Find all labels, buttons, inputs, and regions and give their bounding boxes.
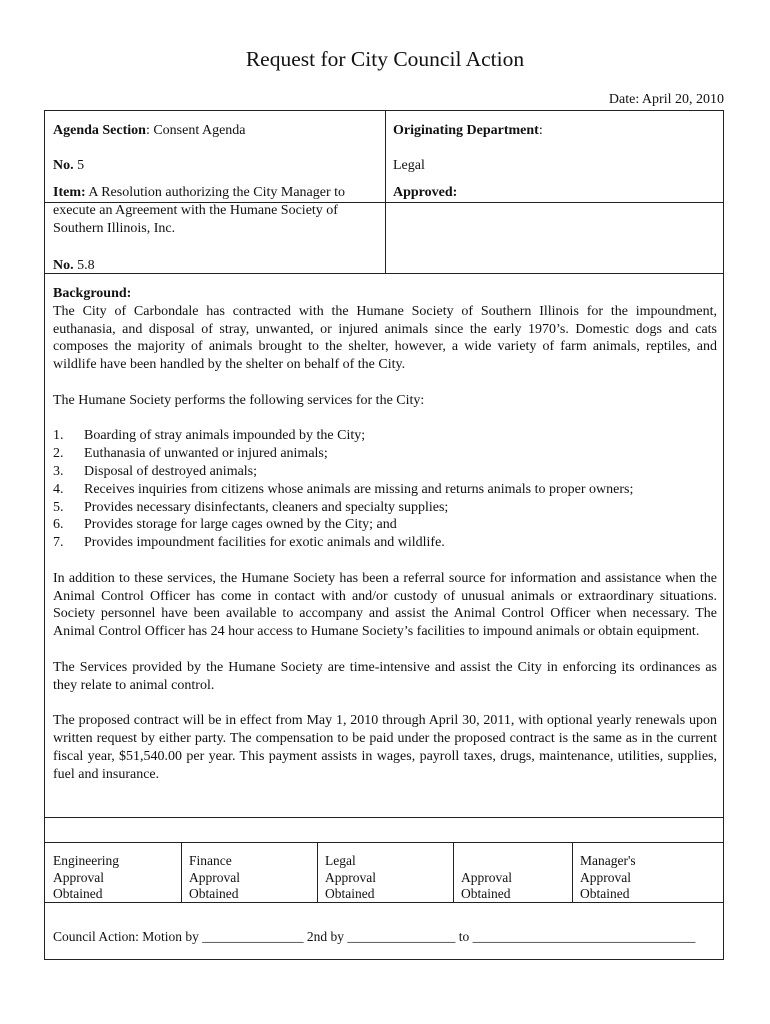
agenda-section-value: : Consent Agenda [145,123,246,138]
list-number: 5. [53,499,64,515]
department-colon: : [538,123,543,138]
list-number: 7. [53,535,64,551]
approval-line: Approval [580,869,631,885]
list-text: Euthanasia of unwanted or injured animals; [84,446,328,462]
list-text: Provides impoundment facilities for exotic animals and wildlife. [84,535,445,551]
engineering-approval [53,853,119,903]
item-number [53,257,95,275]
approval-line: Approval [53,869,104,885]
approval-line: Obtained [580,886,630,901]
list-item [53,427,717,445]
approval-line: Manager's [580,853,636,868]
divider [453,842,454,902]
list-number: 3. [53,463,64,479]
agenda-number-label: No. [53,158,74,173]
approval-line: Approval [325,869,376,885]
list-text: Provides storage for large cages owned by the City; and [84,517,397,533]
date-line: Date: April 20, 2010 [608,92,724,107]
department-label: Originating Department [393,123,539,138]
approval-line: Approval [461,869,512,885]
services-list [53,427,717,552]
other-approval [461,853,512,903]
approval-line: Obtained [53,886,103,901]
approval-line: Obtained [189,886,239,901]
list-item [53,481,717,499]
approved-label: Approved: [393,185,458,200]
approval-line: Finance [189,853,232,868]
background-paragraph-1: The City of Carbondale has contracted with the Humane Society of Southern Illinois for the impoundment, euthanasia, and disposal of stray, unwanted, or injured animals since the early 1970’s. Domestic dogs and cats composes the majority of animals brought to the shelter, however, a wide variety of farm animals, reptiles, and wildlife have been handled by the shelter on behalf of the City. [53,303,717,373]
item-text: A Resolution authorizing the City Manager to execute an Agreement with the Humane Society of Southern Illinois, Inc. [53,185,346,236]
divider [45,273,723,274]
approval-line: Engineering [53,853,119,868]
finance-approval [189,853,240,903]
list-text: Disposal of destroyed animals; [84,463,258,479]
list-number: 6. [53,517,64,533]
divider [181,842,182,902]
list-item [53,499,717,517]
originating-department [393,122,543,140]
background-paragraph-5: The proposed contract will be in effect from May 1, 2010 through April 30, 2011, with optional yearly renewals upon written request by either party. The compensation to be paid under the proposed contract is the same as in the current fiscal year, $51,540.00 per year. This payment assists in wages, payroll taxes, drugs, maintenance, utilities, supplies, fuel and insurance. [53,713,717,782]
list-item [53,463,717,481]
divider [385,111,386,273]
council-action: Council Action: Motion by _______________ 2nd by ________________ to _________________________________ [53,929,696,944]
item-label: Item: [53,185,86,200]
list-number: 4. [53,481,64,497]
agenda-number [53,157,84,175]
divider [45,817,723,818]
background-paragraph-2: The Humane Society performs the following services for the City: [53,392,425,408]
list-item [53,516,717,534]
list-item [53,445,717,463]
list-text: Provides necessary disinfectants, cleaners and specialty supplies; [84,499,449,515]
legal-approval [325,853,376,903]
department-value: Legal [393,158,425,173]
background-paragraph-4: The Services provided by the Humane Society are time-intensive and assist the City in enforcing its ordinances as they relate to animal control. [53,659,717,693]
list-number: 2. [53,446,64,462]
item-number-value: 5.8 [73,258,95,273]
approval-line: Obtained [461,886,511,901]
agenda-section-label: Agenda Section [53,123,146,138]
manager-approval [580,853,636,903]
approval-line: Approval [189,869,240,885]
approval-line: Obtained [325,886,375,901]
agenda-number-value: 5 [73,158,85,173]
background-section [53,285,717,801]
background-heading: Background: [53,286,132,301]
agenda-section [53,122,246,140]
approval-line: Legal [325,853,356,868]
divider [45,842,723,843]
background-paragraph-3: In addition to these services, the Humane Society has been a referral source for information and assistance when the Animal Control Officer has come in contact with and/or custody of unusual animals or extraordinary situations. Society personnel have been available to accompany and assist the Animal Control Officer when necessary. The Animal Control Officer has 24 hour access to Humane Society’s facilities to impound animals or obtain equipment. [53,570,717,640]
list-text: Receives inquiries from citizens whose animals are missing and returns animals to proper owners; [84,481,634,497]
approval-line [461,853,512,870]
divider [317,842,318,902]
list-text: Boarding of stray animals impounded by the City; [84,428,366,444]
divider [572,842,573,902]
document-title: Request for City Council Action [245,47,525,71]
list-number: 1. [53,428,64,444]
list-item [53,534,717,552]
item-description [53,184,379,238]
request-form [44,110,724,960]
item-number-label: No. [53,258,74,273]
